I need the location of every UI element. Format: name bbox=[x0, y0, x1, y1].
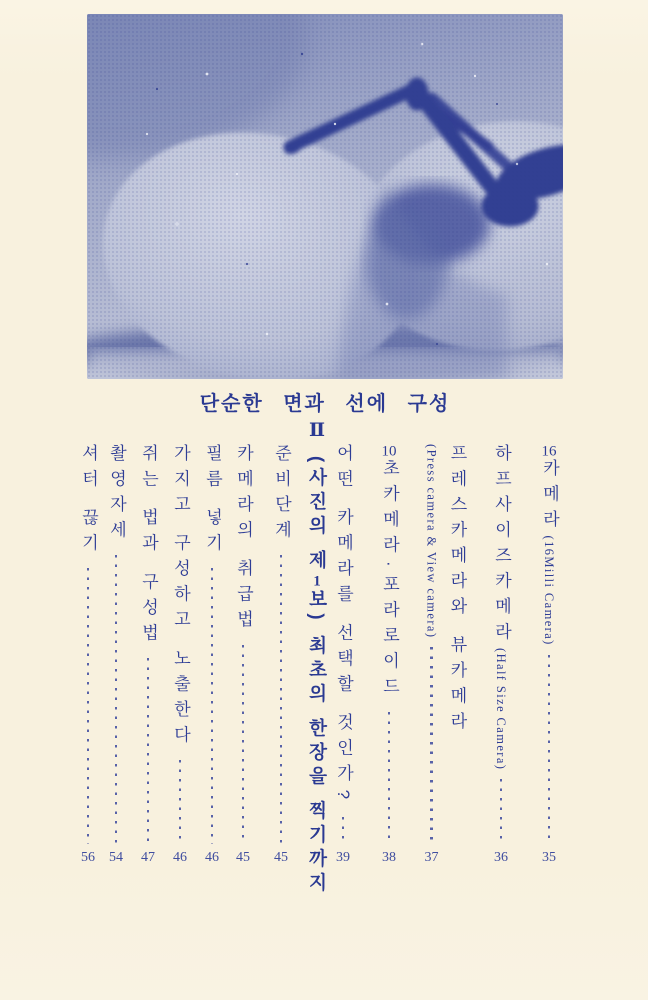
leader-dots bbox=[500, 779, 503, 844]
toc-entry-16mm-camera bbox=[536, 444, 562, 868]
page-number: 36 bbox=[494, 850, 508, 865]
leader-dots bbox=[115, 555, 118, 844]
leader-dots bbox=[87, 568, 90, 844]
page-number: 38 bbox=[382, 850, 396, 865]
toc-entry-preparation bbox=[268, 444, 294, 868]
leader-dots bbox=[388, 712, 391, 844]
toc-entry-which-camera bbox=[330, 444, 356, 868]
toc-entry-grip-composition bbox=[135, 444, 161, 868]
entry-title: 가지고 구성하고 노출한다 bbox=[171, 444, 190, 751]
entry-title: 촬영자세 bbox=[107, 444, 126, 546]
entry-title: 셔터 끊기 bbox=[79, 444, 98, 560]
page-number: 45 bbox=[274, 850, 288, 865]
toc-entry-shutter-release bbox=[75, 444, 101, 868]
page-number: 39 bbox=[336, 850, 350, 865]
entry-title: 10초카메라·포라로이드 bbox=[380, 444, 399, 703]
page-number: 46 bbox=[173, 850, 187, 865]
toc-entry-camera-handling bbox=[230, 444, 256, 868]
page-number: 45 bbox=[236, 850, 250, 865]
toc-entry-polaroid bbox=[376, 444, 402, 868]
leader-dots bbox=[242, 645, 245, 844]
section-numeral: Ⅱ bbox=[308, 420, 325, 441]
entry-title: 어떤 카메라를 선택할 것인가? bbox=[334, 444, 353, 808]
page-number: 37 bbox=[424, 850, 439, 865]
toc-entry-press-view-camera bbox=[419, 444, 469, 868]
photo-illustration bbox=[87, 14, 563, 379]
photo-art bbox=[87, 14, 563, 379]
leader-dots bbox=[280, 555, 283, 844]
leader-dots bbox=[179, 760, 182, 844]
entry-title: 쥐는 법과 구성법 bbox=[139, 444, 158, 649]
leader-dots bbox=[548, 655, 551, 844]
entry-title: 카메라의 취급법 bbox=[234, 444, 253, 636]
section-title: (사진의 제1보) 최초의 한장을 찍기까지 bbox=[307, 456, 328, 897]
entry-title: 하프사이즈카메라(Half Size Camera) bbox=[492, 444, 511, 771]
leader-dots bbox=[211, 568, 214, 844]
entry-title: 16카메라(16Milli Camera) bbox=[540, 444, 559, 646]
toc-entry-compose-expose bbox=[167, 444, 193, 868]
toc-entry-loading-film bbox=[199, 444, 225, 868]
page-number: 35 bbox=[542, 850, 556, 865]
toc-entry-shooting-posture bbox=[103, 444, 129, 868]
leader-dots bbox=[147, 658, 150, 844]
entry-title: 준비단계 bbox=[272, 444, 291, 546]
entry-title: 필름 넣기 bbox=[203, 444, 222, 560]
entry-title-latin-line: (Press camera & View camera) 37 bbox=[419, 444, 444, 868]
photo-caption: 단순한 면과 선에 구성 bbox=[199, 393, 451, 415]
toc-section-header bbox=[301, 419, 333, 897]
page-number: 54 bbox=[109, 850, 123, 865]
toc-entry-half-size-camera bbox=[488, 444, 514, 868]
page-number: 56 bbox=[81, 850, 95, 865]
leader-dots bbox=[342, 817, 345, 844]
entry-title-korean: 프레스카메라와 뷰카메라 bbox=[447, 444, 467, 738]
page-number: 46 bbox=[205, 850, 219, 865]
page-number: 47 bbox=[141, 850, 155, 865]
leader-dots bbox=[430, 647, 433, 844]
